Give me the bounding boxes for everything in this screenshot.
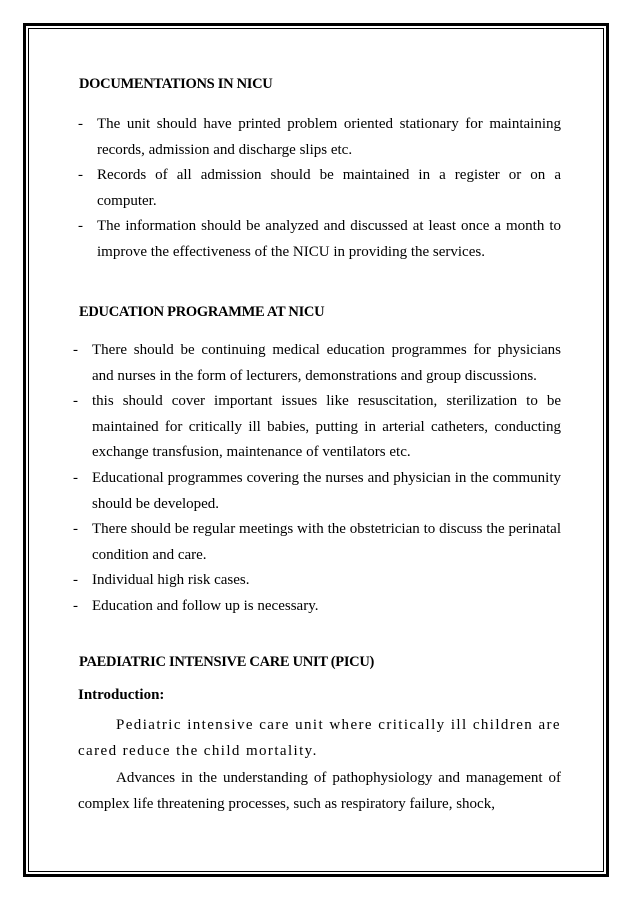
nicu-education-list (92, 338, 561, 620)
list-item: - The information should be analyzed and discussed at least once a month to improve the effectiveness of the NICU in providing the services. (97, 214, 561, 265)
list-item: - Educational programmes covering the nurses and physician in the community should be developed. (92, 466, 561, 517)
section-heading-picu: PAEDIATRIC INTENSIVE CARE UNIT (PICU) (79, 654, 375, 670)
list-item: - The unit should have printed problem oriented stationary for maintaining records, admission and discharge slips etc. (97, 112, 561, 163)
list-item: - There should be regular meetings with the obstetrician to discuss the perinatal condition and care. (92, 517, 561, 568)
picu-paragraph-2: Advances in the understanding of pathophysiology and management of complex life threatening processes, such as respiratory failure, shock, (78, 770, 561, 812)
picu-paragraph-1: Pediatric intensive care unit where critically ill children are cared reduce the child mortality. (78, 717, 561, 759)
list-item: - Individual high risk cases. (92, 568, 561, 594)
introduction-label: Introduction: (78, 687, 165, 703)
list-item: - Records of all admission should be maintained in a register or on a computer. (97, 163, 561, 214)
list-item: - There should be continuing medical education programmes for physicians and nurses in the form of lecturers, demonstrations and group discussions. (92, 338, 561, 389)
list-item: - Education and follow up is necessary. (92, 594, 561, 620)
section-heading-nicu-education: EDUCATION PROGRAMME AT NICU (79, 304, 325, 320)
list-item: - this should cover important issues like resuscitation, sterilization to be maintained for critically ill babies, putting in arterial catheters, conducting exchange transfusion, maintenance of ventilators etc. (92, 389, 561, 466)
section-heading-nicu-docs: DOCUMENTATIONS IN NICU (79, 76, 273, 92)
nicu-docs-list (97, 112, 561, 266)
